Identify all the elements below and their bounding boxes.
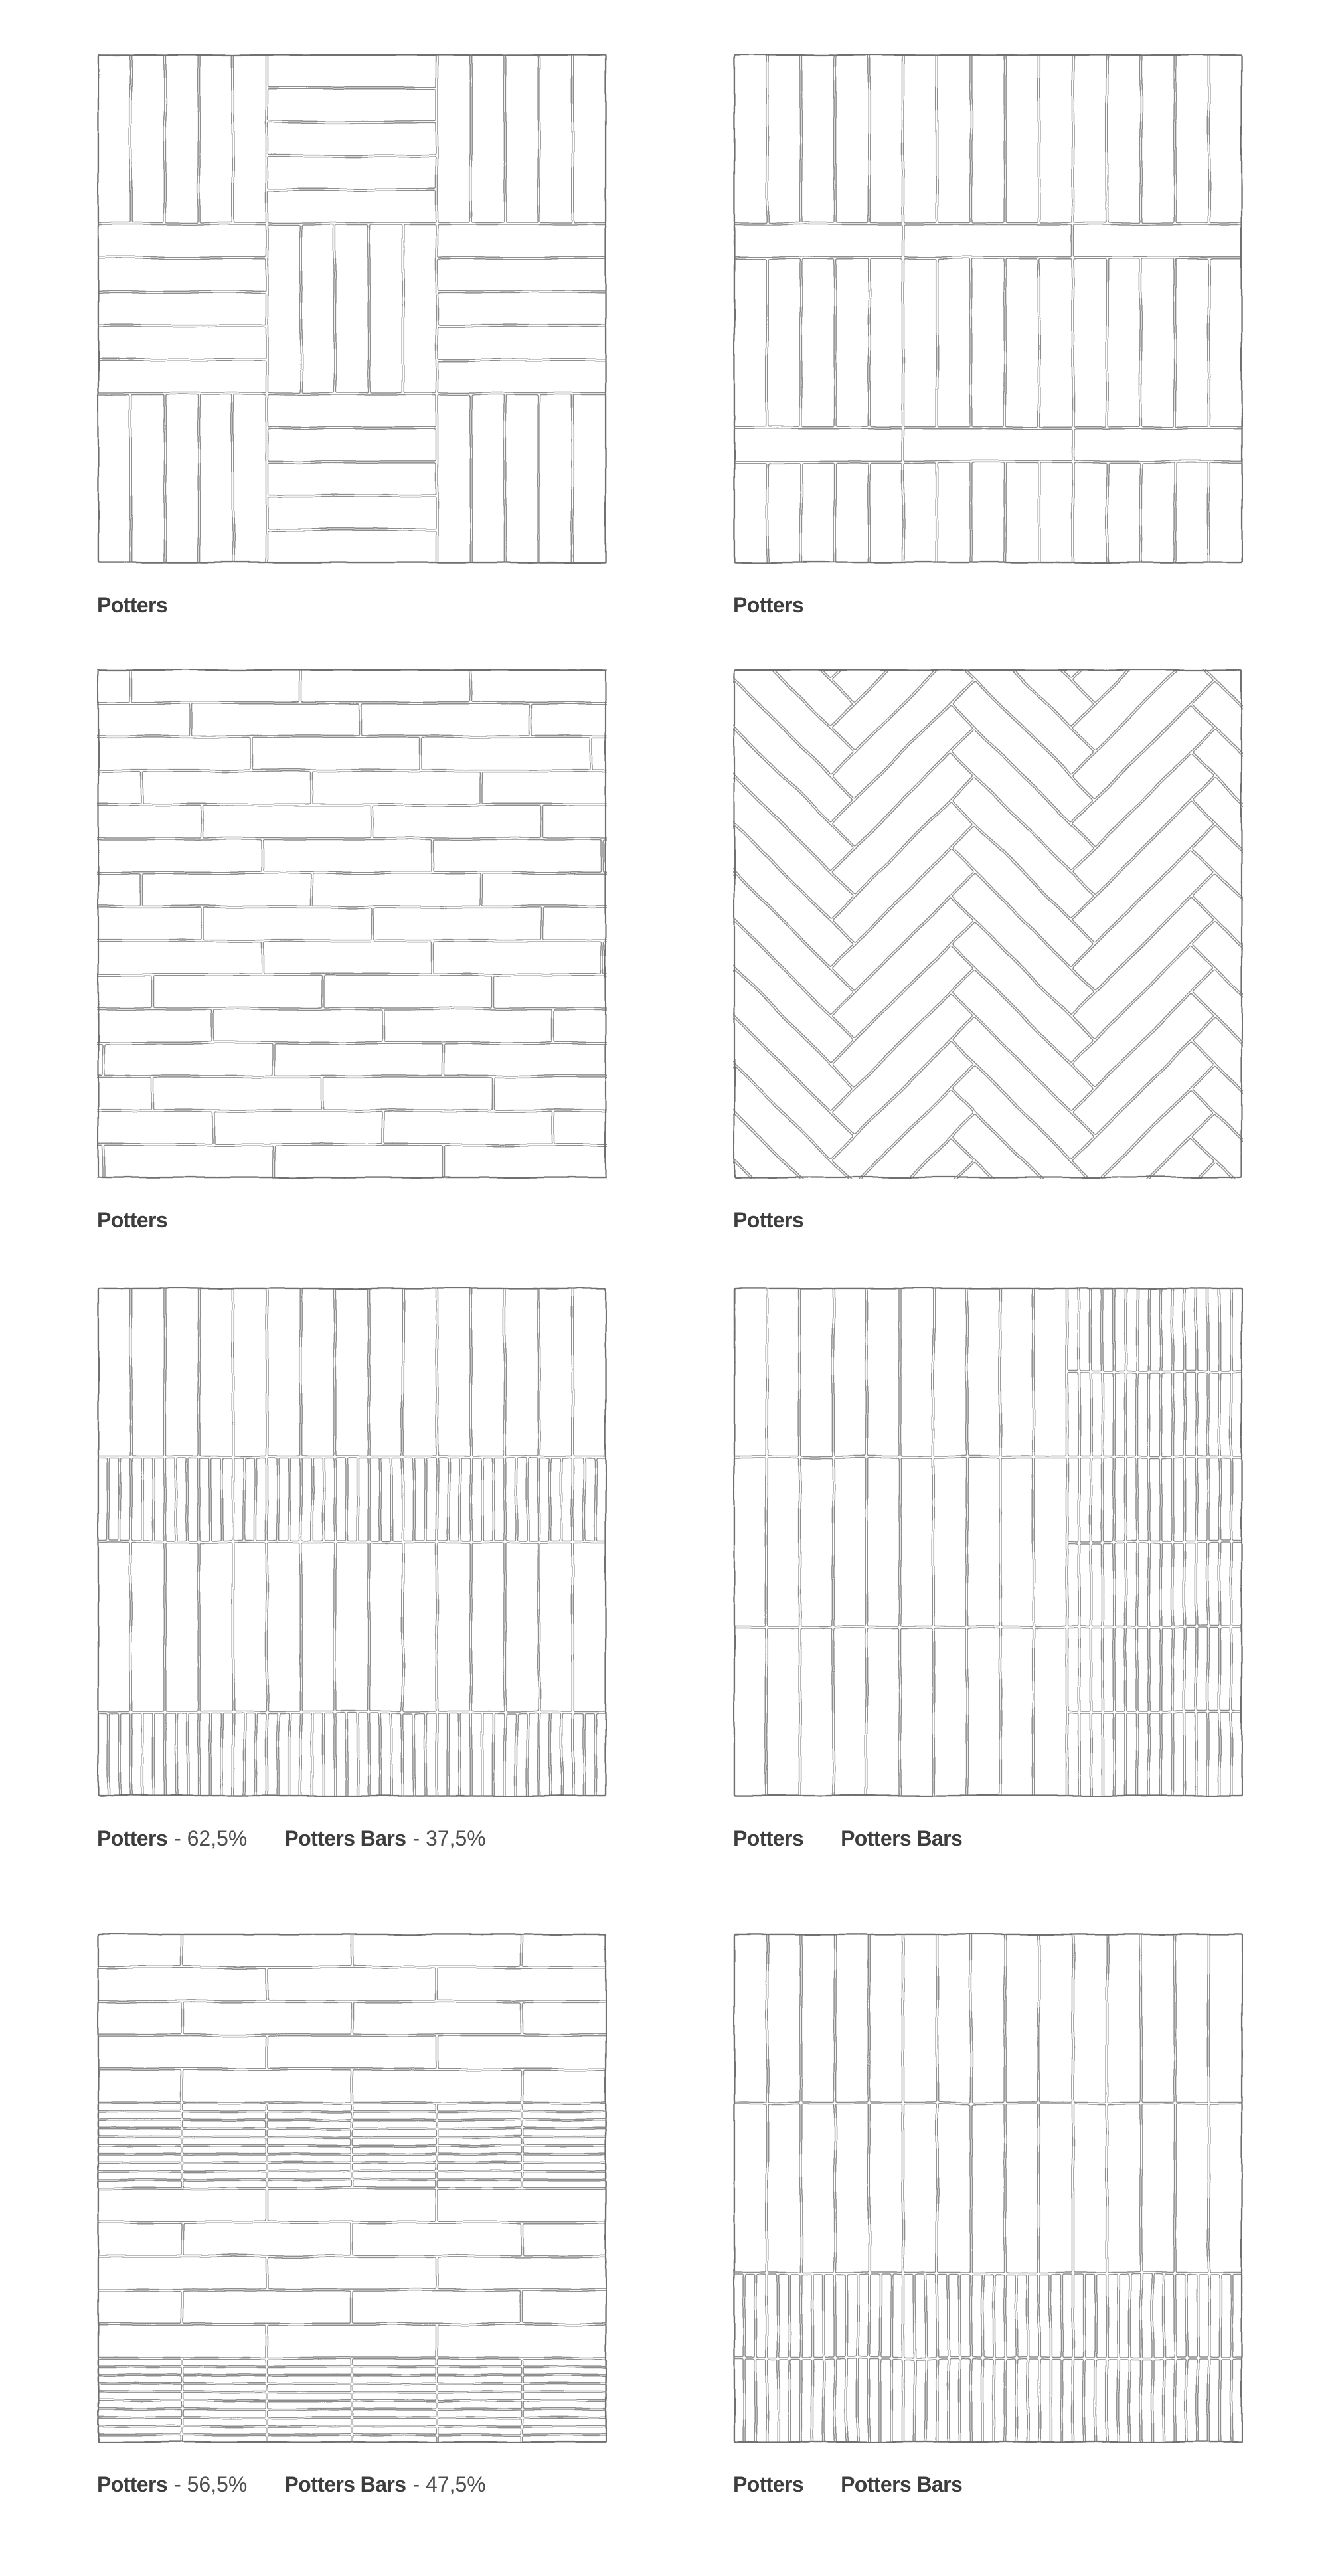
running-bond-caption — [97, 1208, 607, 1233]
product-share-label: - 56,5% — [174, 2472, 248, 2496]
product-name-label: Potters — [97, 593, 168, 617]
pattern-card-plank-and-bar-bands — [97, 1287, 607, 1851]
product-share-label: - 47,5% — [412, 2472, 486, 2496]
caption-pair — [97, 593, 167, 618]
stacked-columns-with-headers-pattern-drawing — [733, 54, 1243, 564]
caption-pair — [284, 2472, 485, 2497]
caption-pair — [97, 2472, 247, 2497]
product-name-label: Potters Bars — [841, 1826, 963, 1850]
product-name-label: Potters — [733, 593, 804, 617]
plank-and-bar-bands-pattern-drawing — [97, 1287, 607, 1797]
product-name-label: Potters — [733, 1208, 804, 1232]
product-name-label: Potters Bars — [841, 2472, 963, 2496]
horizontal-planks-and-bar-bands-pattern-drawing — [97, 1933, 607, 2443]
caption-pair — [97, 1826, 247, 1851]
caption-pair — [284, 1826, 485, 1851]
pattern-card-planks-with-bottom-bars — [733, 1933, 1243, 2497]
product-name-label: Potters Bars — [284, 2472, 406, 2496]
planks-with-bottom-bars-caption — [733, 2472, 1243, 2497]
pattern-card-horizontal-planks-and-bar-bands — [97, 1933, 607, 2497]
caption-pair — [97, 1208, 167, 1233]
stacked-columns-with-headers-caption — [733, 593, 1243, 618]
product-name-label: Potters — [733, 2472, 804, 2496]
caption-pair — [733, 1826, 803, 1851]
pattern-card-planks-with-bar-column — [733, 1287, 1243, 1851]
caption-pair — [733, 593, 803, 618]
pattern-card-running-bond — [97, 669, 607, 1233]
pattern-card-basketweave — [97, 54, 607, 618]
caption-pair — [841, 1826, 962, 1851]
product-name-label: Potters — [733, 1826, 804, 1850]
planks-with-bar-column-pattern-drawing — [733, 1287, 1243, 1797]
herringbone-pattern-drawing — [733, 669, 1243, 1179]
product-name-label: Potters — [97, 2472, 168, 2496]
plank-and-bar-bands-caption — [97, 1826, 607, 1851]
product-name-label: Potters Bars — [284, 1826, 406, 1850]
running-bond-pattern-drawing — [97, 669, 607, 1179]
basketweave-caption — [97, 593, 607, 618]
caption-pair — [841, 2472, 962, 2497]
product-name-label: Potters — [97, 1208, 168, 1232]
herringbone-caption — [733, 1208, 1243, 1233]
caption-pair — [733, 1208, 803, 1233]
basketweave-pattern-drawing — [97, 54, 607, 564]
caption-pair — [733, 2472, 803, 2497]
product-share-label: - 37,5% — [412, 1826, 486, 1850]
planks-with-bottom-bars-pattern-drawing — [733, 1933, 1243, 2443]
product-name-label: Potters — [97, 1826, 168, 1850]
pattern-card-herringbone — [733, 669, 1243, 1233]
pattern-card-stacked-columns-with-headers — [733, 54, 1243, 618]
planks-with-bar-column-caption — [733, 1826, 1243, 1851]
product-share-label: - 62,5% — [174, 1826, 248, 1850]
horizontal-planks-and-bar-bands-caption — [97, 2472, 607, 2497]
